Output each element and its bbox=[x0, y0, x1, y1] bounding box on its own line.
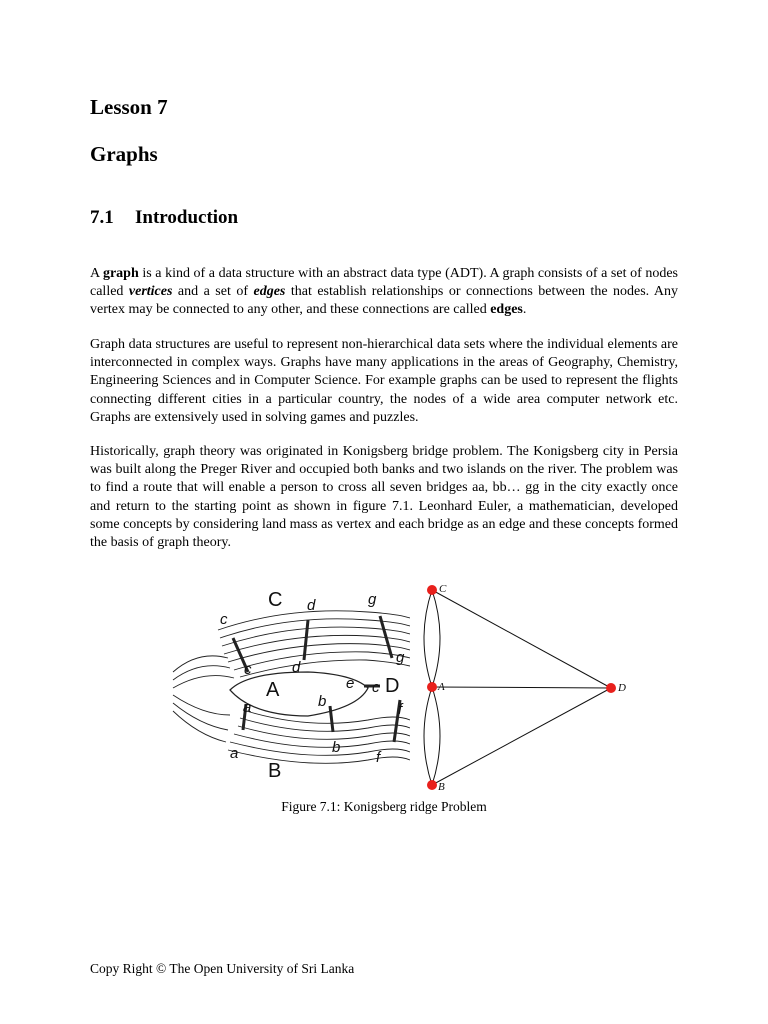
text-run: and a set of bbox=[172, 284, 254, 300]
text-run: that establish relationships or connections between the nodes. Any vertex may be connected to any other, and these connections are called bbox=[90, 284, 678, 318]
paragraph-applications: Graph data structures are useful to represent non-hierarchical data sets where the individual elements are interconnected in complex ways. Graphs have many applications in the areas of Geography, Chemistry, Engineering Sciences and in Computer Science. For example graphs can be used to represent the flights connecting different cities in a particular country, the nodes of a wide area computer network etc. Graphs are extensively used in solving games and puzzles. bbox=[90, 337, 678, 425]
section-heading bbox=[90, 207, 238, 229]
konigsberg-figure bbox=[168, 580, 638, 805]
graph-node-label: D bbox=[618, 682, 626, 694]
bridge-label: b bbox=[318, 693, 327, 710]
bridge-label: c bbox=[244, 661, 252, 678]
text-run: A bbox=[90, 266, 103, 281]
bridge-label: f bbox=[398, 701, 403, 718]
bridge-label: a bbox=[230, 745, 239, 762]
bridge-label: e bbox=[346, 675, 355, 692]
term-edges-italic: edges bbox=[253, 284, 286, 300]
graph-edge bbox=[432, 590, 440, 687]
graph-edge bbox=[432, 687, 611, 688]
term-edges: edges bbox=[490, 302, 523, 318]
graph-node-label: B bbox=[438, 781, 445, 793]
graph-edge bbox=[432, 687, 440, 785]
graph-edge bbox=[424, 590, 432, 687]
euler-graph bbox=[424, 590, 611, 785]
graph-node-label: C bbox=[439, 583, 447, 595]
bridge-label: d bbox=[292, 659, 301, 676]
paragraph-history: Historically, graph theory was originated in Konigsberg bridge problem. The Konigsberg city in Persia was built along the Preger River and occupied both banks and two islands on the river. The problem was to find a route that will enable a person to cross all seven bridges aa, bb… gg in the city exactly once and return to the starting point as shown in figure 7.1. Leonhard Euler, a mathematician, developed some concepts by considering land mass as vertex and each bridge as an edge and these concepts formed the basis of graph theory. bbox=[90, 444, 678, 551]
graph-edge bbox=[432, 688, 611, 785]
footer-copyright: Copy Right © The Open University of Sri Lanka bbox=[90, 961, 355, 976]
bridge-label: g bbox=[368, 591, 377, 608]
term-graph: graph bbox=[102, 266, 139, 281]
bridge-label: a bbox=[243, 699, 252, 716]
bridge-label: f bbox=[376, 749, 381, 766]
paragraph-definition bbox=[90, 265, 678, 320]
bridge-label: b bbox=[332, 739, 341, 756]
graph-edge bbox=[432, 590, 611, 688]
text-run: . bbox=[522, 302, 527, 318]
graph-edge bbox=[424, 687, 432, 785]
graph-node-D bbox=[606, 683, 616, 693]
lesson-label: Lesson 7 bbox=[90, 95, 168, 119]
bridge-label: d bbox=[307, 597, 316, 614]
bridge-label: g bbox=[396, 649, 405, 666]
text-run: is a kind of a data structure with an abstract data type (ADT). A graph consists of a set of nodes called bbox=[90, 266, 678, 300]
graph-node-A bbox=[427, 682, 437, 692]
map-label-C: C bbox=[268, 589, 283, 611]
graph-node-B bbox=[427, 780, 437, 790]
map-label-B: B bbox=[268, 760, 282, 782]
bridge-label: c bbox=[220, 611, 228, 628]
section-number: 7.1 bbox=[90, 207, 114, 228]
map-label-D: D bbox=[385, 675, 400, 697]
map-label-A: A bbox=[266, 679, 280, 701]
graph-node-label: A bbox=[438, 681, 445, 693]
figure-caption: Figure 7.1: Konigsberg ridge Problem bbox=[281, 799, 487, 814]
graph-node-C bbox=[427, 585, 437, 595]
section-title: Introduction bbox=[135, 207, 239, 228]
page-title: Graphs bbox=[90, 142, 158, 166]
bridge-label: c bbox=[372, 679, 380, 696]
term-vertices: vertices bbox=[128, 284, 173, 300]
